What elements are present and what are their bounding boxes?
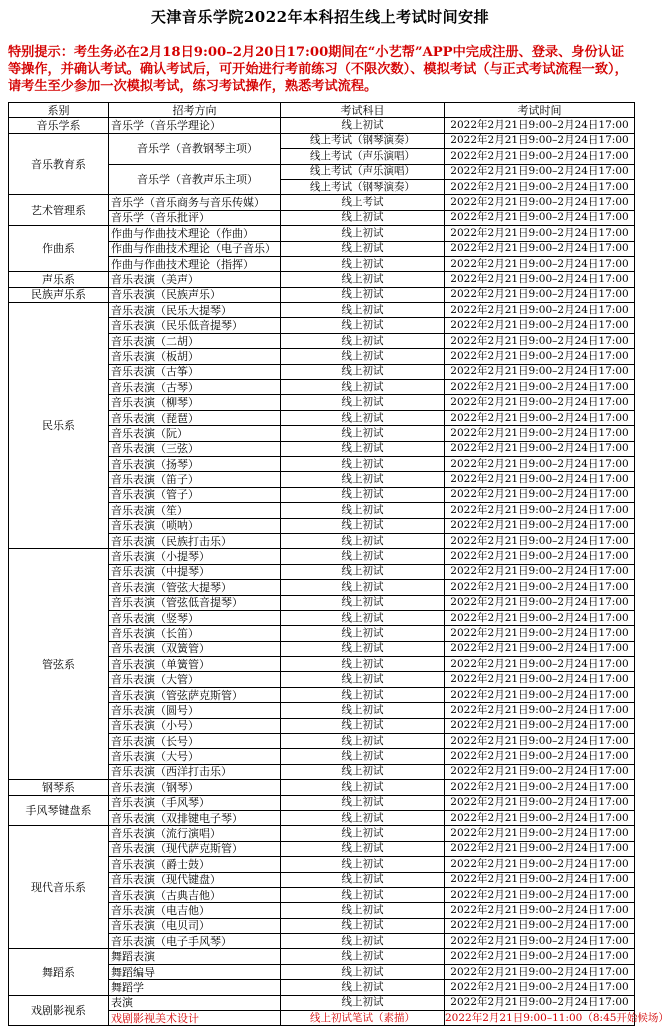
time-cell: 2022年2月21日9:00–2月24日17:00 — [445, 764, 635, 779]
time-cell: 2022年2月21日9:00–2月24日17:00 — [445, 118, 635, 133]
dept-cell: 手风琴键盘系 — [9, 795, 109, 826]
subject-cell: 线上初试 — [281, 303, 445, 318]
time-cell: 2022年2月21日9:00–2月24日17:00 — [445, 395, 635, 410]
table-row — [9, 303, 635, 318]
time-cell: 2022年2月21日9:00–2月24日17:00 — [445, 980, 635, 995]
subject-cell: 线上初试 — [281, 703, 445, 718]
header-direction: 招考方向 — [109, 103, 281, 118]
subject-cell: 线上初试 — [281, 857, 445, 872]
subject-cell: 线上初试 — [281, 349, 445, 364]
subject-cell: 线上初试 — [281, 318, 445, 333]
direction-cell: 表演 — [109, 995, 281, 1010]
direction-cell: 音乐表演（大号） — [109, 749, 281, 764]
direction-cell: 音乐学（音乐商务与音乐传媒） — [109, 195, 281, 210]
time-cell: 2022年2月21日9:00–2月24日17:00 — [445, 349, 635, 364]
time-cell: 2022年2月21日9:00–2月24日17:00 — [445, 287, 635, 302]
time-cell: 2022年2月21日9:00–2月24日17:00 — [445, 533, 635, 548]
time-cell: 2022年2月21日9:00–2月24日17:00 — [445, 456, 635, 471]
time-cell: 2022年2月21日9:00–2月24日17:00 — [445, 795, 635, 810]
table-row — [9, 795, 635, 810]
time-cell: 2022年2月21日9:00–2月24日17:00 — [445, 687, 635, 702]
time-cell: 2022年2月21日9:00–2月24日17:00 — [445, 610, 635, 625]
direction-cell: 音乐表演（古筝） — [109, 364, 281, 379]
direction-cell: 音乐表演（民乐低音提琴） — [109, 318, 281, 333]
subject-cell: 线上初试 — [281, 964, 445, 979]
special-notice: 特别提示：考生务必在2月18日9:00–2月20日17:00期间在“小艺帮”APP中完成注册、登录、身份认证等操作，并确认考试。确认考试后，可开始进行考前练习（不限次数）、模拟考试（与正式考试流程一致），请考生至少参加一次模拟考试，练习考试操作，熟悉考试流程。 — [8, 45, 628, 94]
subject-cell: 线上考试（钢琴演奏） — [281, 133, 445, 148]
subject-cell: 线上初试 — [281, 626, 445, 641]
time-cell: 2022年2月21日9:00–2月24日17:00 — [445, 364, 635, 379]
subject-cell: 线上初试 — [281, 872, 445, 887]
direction-cell: 音乐表演（民族打击乐） — [109, 533, 281, 548]
subject-cell: 线上初试 — [281, 949, 445, 964]
direction-cell: 舞蹈表演 — [109, 949, 281, 964]
dept-cell: 戏剧影视系 — [9, 995, 109, 1026]
subject-cell: 线上初试 — [281, 718, 445, 733]
time-cell: 2022年2月21日9:00–2月24日17:00 — [445, 164, 635, 179]
direction-cell: 音乐表演（现代萨克斯管） — [109, 841, 281, 856]
subject-cell: 线上初试 — [281, 780, 445, 795]
time-cell: 2022年2月21日9:00–2月24日17:00 — [445, 179, 635, 194]
time-cell: 2022年2月21日9:00–2月24日17:00 — [445, 410, 635, 425]
direction-cell: 音乐表演（古典吉他） — [109, 887, 281, 902]
time-cell: 2022年2月21日9:00–2月24日17:00 — [445, 826, 635, 841]
direction-cell: 音乐表演（三弦） — [109, 441, 281, 456]
header-time: 考试时间 — [445, 103, 635, 118]
direction-cell: 音乐表演（二胡） — [109, 333, 281, 348]
time-cell: 2022年2月21日9:00–2月24日17:00 — [445, 626, 635, 641]
subject-cell: 线上初试 — [281, 549, 445, 564]
direction-cell: 音乐表演（古琴） — [109, 380, 281, 395]
subject-cell: 线上初试 — [281, 887, 445, 902]
time-cell: 2022年2月21日9:00–2月24日17:00 — [445, 426, 635, 441]
dept-cell: 民族声乐系 — [9, 287, 109, 302]
table-row — [9, 826, 635, 841]
subject-cell: 线上初试 — [281, 210, 445, 225]
table-row — [9, 995, 635, 1010]
subject-cell: 线上初试 — [281, 749, 445, 764]
subject-cell: 线上初试 — [281, 980, 445, 995]
direction-cell: 音乐表演（长笛） — [109, 626, 281, 641]
subject-cell: 线上初试 — [281, 256, 445, 271]
time-cell: 2022年2月21日9:00–2月24日17:00 — [445, 472, 635, 487]
subject-cell: 线上初试 — [281, 533, 445, 548]
time-cell: 2022年2月21日9:00–2月24日17:00 — [445, 133, 635, 148]
direction-cell: 音乐表演（双排键电子琴） — [109, 810, 281, 825]
page-title: 天津音乐学院2022年本科招生线上考试时间安排 — [150, 8, 490, 26]
time-cell: 2022年2月21日9:00–2月24日17:00 — [445, 318, 635, 333]
direction-cell: 音乐表演（扬琴） — [109, 456, 281, 471]
time-cell: 2022年2月21日9:00–2月24日17:00 — [445, 810, 635, 825]
direction-cell: 音乐表演（小提琴） — [109, 549, 281, 564]
subject-cell: 线上初试 — [281, 934, 445, 949]
direction-cell: 音乐表演（电吉他） — [109, 903, 281, 918]
time-cell: 2022年2月21日9:00–2月24日17:00 — [445, 303, 635, 318]
direction-cell: 音乐表演（竖琴） — [109, 610, 281, 625]
subject-cell: 线上初试 — [281, 395, 445, 410]
time-cell: 2022年2月21日9:00–2月24日17:00 — [445, 964, 635, 979]
subject-cell: 线上初试 — [281, 672, 445, 687]
subject-cell: 线上初试笔试（素描） — [281, 1011, 445, 1026]
direction-cell: 音乐表演（民族声乐） — [109, 287, 281, 302]
subject-cell: 线上初试 — [281, 118, 445, 133]
time-cell: 2022年2月21日9:00–2月24日17:00 — [445, 272, 635, 287]
subject-cell: 线上初试 — [281, 364, 445, 379]
direction-cell: 音乐表演（手风琴） — [109, 795, 281, 810]
direction-cell: 音乐表演（民乐大提琴） — [109, 303, 281, 318]
direction-cell: 舞蹈编导 — [109, 964, 281, 979]
subject-cell: 线上初试 — [281, 487, 445, 502]
direction-cell: 音乐表演（柳琴） — [109, 395, 281, 410]
header-subject: 考试科目 — [281, 103, 445, 118]
time-cell: 2022年2月21日9:00–2月24日17:00 — [445, 657, 635, 672]
time-cell: 2022年2月21日9:00–2月24日17:00 — [445, 641, 635, 656]
subject-cell: 线上初试 — [281, 764, 445, 779]
subject-cell: 线上初试 — [281, 610, 445, 625]
time-cell: 2022年2月21日9:00–2月24日17:00 — [445, 734, 635, 749]
direction-cell: 作曲与作曲技术理论（指挥） — [109, 256, 281, 271]
direction-cell: 音乐学（音乐批评） — [109, 210, 281, 225]
subject-cell: 线上初试 — [281, 241, 445, 256]
subject-cell: 线上初试 — [281, 564, 445, 579]
time-cell: 2022年2月21日9:00–2月24日17:00 — [445, 780, 635, 795]
dept-cell: 艺术管理系 — [9, 195, 109, 226]
direction-cell: 音乐表演（琵琶） — [109, 410, 281, 425]
time-cell: 2022年2月21日9:00–2月24日17:00 — [445, 749, 635, 764]
direction-cell: 音乐表演（圆号） — [109, 703, 281, 718]
table-header-row — [9, 103, 635, 118]
direction-cell: 音乐表演（管弦萨克斯管） — [109, 687, 281, 702]
direction-cell: 音乐表演（长号） — [109, 734, 281, 749]
direction-cell: 音乐表演（管子） — [109, 487, 281, 502]
header-dept: 系别 — [9, 103, 109, 118]
direction-cell: 音乐表演（笛子） — [109, 472, 281, 487]
table-row — [9, 949, 635, 964]
subject-cell: 线上初试 — [281, 226, 445, 241]
subject-cell: 线上初试 — [281, 426, 445, 441]
time-cell: 2022年2月21日9:00–2月24日17:00 — [445, 380, 635, 395]
time-cell: 2022年2月21日9:00–2月24日17:00 — [445, 518, 635, 533]
time-cell: 2022年2月21日9:00–2月24日17:00 — [445, 549, 635, 564]
direction-cell: 音乐表演（西洋打击乐） — [109, 764, 281, 779]
time-cell: 2022年2月21日9:00–2月24日17:00 — [445, 857, 635, 872]
direction-cell: 音乐表演（电贝司） — [109, 918, 281, 933]
table-body — [9, 118, 669, 1026]
direction-cell: 音乐学（音乐学理论） — [109, 118, 281, 133]
time-cell: 2022年2月21日9:00–2月24日17:00 — [445, 210, 635, 225]
subject-cell: 线上考试 — [281, 195, 445, 210]
subject-cell: 线上初试 — [281, 826, 445, 841]
time-cell: 2022年2月21日9:00–2月24日17:00 — [445, 256, 635, 271]
subject-cell: 线上考试（钢琴演奏） — [281, 179, 445, 194]
table-row — [9, 272, 635, 287]
subject-cell: 线上初试 — [281, 795, 445, 810]
subject-cell: 线上初试 — [281, 641, 445, 656]
direction-cell: 音乐表演（管弦低音提琴） — [109, 595, 281, 610]
direction-cell: 音乐表演（流行演唱） — [109, 826, 281, 841]
table-row — [9, 195, 635, 210]
time-cell: 2022年2月21日9:00–2月24日17:00 — [445, 995, 635, 1010]
time-cell: 2022年2月21日9:00–2月24日17:00 — [445, 564, 635, 579]
direction-cell: 音乐表演（阮） — [109, 426, 281, 441]
dept-cell: 民乐系 — [9, 303, 109, 549]
direction-cell: 音乐表演（美声） — [109, 272, 281, 287]
subject-cell: 线上初试 — [281, 657, 445, 672]
time-cell: 2022年2月21日9:00–2月24日17:00 — [445, 672, 635, 687]
direction-cell: 戏剧影视美术设计 — [109, 1011, 281, 1026]
subject-cell: 线上初试 — [281, 272, 445, 287]
subject-cell: 线上初试 — [281, 441, 445, 456]
subject-cell: 线上初试 — [281, 995, 445, 1010]
subject-cell: 线上初试 — [281, 580, 445, 595]
dept-cell: 声乐系 — [9, 272, 109, 287]
subject-cell: 线上初试 — [281, 810, 445, 825]
dept-cell: 音乐教育系 — [9, 133, 109, 195]
time-cell: 2022年2月21日9:00–2月24日17:00 — [445, 241, 635, 256]
direction-cell: 作曲与作曲技术理论（电子音乐） — [109, 241, 281, 256]
time-cell: 2022年2月21日9:00–2月24日17:00 — [445, 595, 635, 610]
direction-cell: 音乐表演（中提琴） — [109, 564, 281, 579]
time-cell: 2022年2月21日9:00–2月24日17:00 — [445, 934, 635, 949]
direction-cell: 音乐表演（板胡） — [109, 349, 281, 364]
table-row — [9, 226, 635, 241]
time-cell: 2022年2月21日9:00–2月24日17:00 — [445, 918, 635, 933]
subject-cell: 线上初试 — [281, 518, 445, 533]
table-row — [9, 780, 635, 795]
subject-cell: 线上初试 — [281, 410, 445, 425]
direction-cell: 音乐表演（管弦大提琴） — [109, 580, 281, 595]
time-cell: 2022年2月21日9:00–2月24日17:00 — [445, 580, 635, 595]
time-cell: 2022年2月21日9:00–2月24日17:00 — [445, 226, 635, 241]
subject-cell: 线上初试 — [281, 841, 445, 856]
table-row — [9, 287, 635, 302]
direction-cell: 音乐学（音教声乐主项） — [109, 164, 281, 195]
table-row — [9, 133, 635, 148]
subject-cell: 线上初试 — [281, 687, 445, 702]
time-cell: 2022年2月21日9:00–2月24日17:00 — [445, 195, 635, 210]
direction-cell: 音乐表演（双簧管） — [109, 641, 281, 656]
subject-cell: 线上初试 — [281, 903, 445, 918]
subject-cell: 线上初试 — [281, 595, 445, 610]
time-cell: 2022年2月21日9:00–2月24日17:00 — [445, 149, 635, 164]
direction-cell: 音乐表演（唢呐） — [109, 518, 281, 533]
dept-cell: 现代音乐系 — [9, 826, 109, 949]
subject-cell: 线上初试 — [281, 503, 445, 518]
dept-cell: 舞蹈系 — [9, 949, 109, 995]
time-cell: 2022年2月21日9:00–2月24日17:00 — [445, 903, 635, 918]
dept-cell: 钢琴系 — [9, 780, 109, 795]
time-cell: 2022年2月21日9:00–2月24日17:00 — [445, 872, 635, 887]
direction-cell: 音乐表演（单簧管） — [109, 657, 281, 672]
subject-cell: 线上初试 — [281, 456, 445, 471]
dept-cell: 管弦系 — [9, 549, 109, 780]
direction-cell: 音乐表演（钢琴） — [109, 780, 281, 795]
subject-cell: 线上初试 — [281, 380, 445, 395]
subject-cell: 线上初试 — [281, 287, 445, 302]
time-cell: 2022年2月21日9:00–2月24日17:00 — [445, 487, 635, 502]
subject-cell: 线上考试（声乐演唱） — [281, 149, 445, 164]
direction-cell: 音乐表演（现代键盘） — [109, 872, 281, 887]
direction-cell: 舞蹈学 — [109, 980, 281, 995]
exam-schedule-table — [8, 102, 669, 1026]
time-cell: 2022年2月21日9:00–2月24日17:00 — [445, 949, 635, 964]
subject-cell: 线上初试 — [281, 333, 445, 348]
dept-cell: 作曲系 — [9, 226, 109, 272]
time-cell: 2022年2月21日9:00–2月24日17:00 — [445, 333, 635, 348]
subject-cell: 线上初试 — [281, 472, 445, 487]
time-cell: 2022年2月21日9:00–2月24日17:00 — [445, 841, 635, 856]
direction-cell: 作曲与作曲技术理论（作曲） — [109, 226, 281, 241]
subject-cell: 线上考试（声乐演唱） — [281, 164, 445, 179]
table-row — [9, 549, 635, 564]
time-cell: 2022年2月21日9:00–2月24日17:00 — [445, 887, 635, 902]
direction-cell: 音乐表演（爵士鼓） — [109, 857, 281, 872]
subject-cell: 线上初试 — [281, 734, 445, 749]
time-cell: 2022年2月21日9:00–2月24日17:00 — [445, 703, 635, 718]
direction-cell: 音乐表演（大管） — [109, 672, 281, 687]
subject-cell: 线上初试 — [281, 918, 445, 933]
direction-cell: 音乐学（音教钢琴主项） — [109, 133, 281, 164]
time-cell: 2022年2月21日9:00–2月24日17:00 — [445, 441, 635, 456]
table-row — [9, 118, 635, 133]
time-cell: 2022年2月21日9:00–2月24日17:00 — [445, 718, 635, 733]
dept-cell: 音乐学系 — [9, 118, 109, 133]
direction-cell: 音乐表演（电子手风琴） — [109, 934, 281, 949]
direction-cell: 音乐表演（笙） — [109, 503, 281, 518]
time-cell: 2022年2月21日9:00–11:00（8:45开始候场） — [445, 1011, 635, 1026]
time-cell: 2022年2月21日9:00–2月24日17:00 — [445, 503, 635, 518]
direction-cell: 音乐表演（小号） — [109, 718, 281, 733]
